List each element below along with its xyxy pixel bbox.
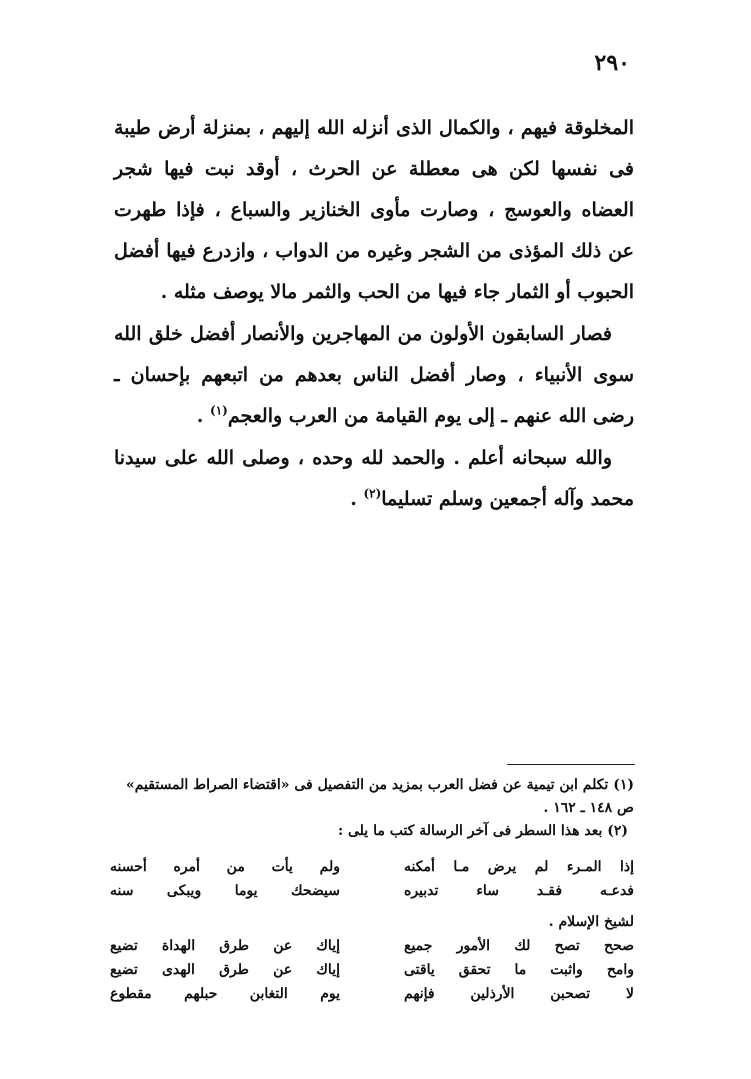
verse [110,958,634,982]
verse [110,855,634,879]
verse [110,934,634,958]
hemistich-second: إياك عن طرق الهداة تضيع [110,938,340,954]
paragraph-2 [114,314,634,437]
footnote-2-intro: (٢) بعد هذا السطر فى آخر الرسالة كتب ما يلى : [337,823,628,839]
footnote-divider [507,764,635,765]
paragraph-3-text: والله سبحانه أعلم . والحمد لله وحده ، وصلى الله على سيدنا محمد وآله أجمعين وسلم تسليما [114,447,634,510]
footnote-ref-1: (١) [210,403,228,418]
hemistich-second: ولم يأت من أمره أحسنه [110,859,340,875]
footnote-ref-2: (٢) [363,486,382,501]
paragraph-2-end: . [196,405,210,427]
hemistich-second: يوم التغابن حبلهم مقطوع [110,986,340,1002]
paragraph-2-text: فصار السابقون الأولون من المهاجرين والأنصار أفضل خلق الله سوى الأنبياء ، وصار أفضل الناس بعدهم من اتبعهم بإحسان ـ رضى الله عنهم ـ إلى يوم القيامة من العرب والعجم [114,323,634,427]
hemistich-first: صحح تصح لك الأمور جميع [404,938,634,954]
hemistich-first: فدعـه فقـد ساء تدبيره [404,883,634,899]
hemistich-first: إذا المـرء لم يرض مـا أمكنه [404,859,634,875]
paragraph-1 [114,108,634,313]
verse [110,982,634,1006]
verse [110,879,634,903]
page-number: ٢٩٠ [594,50,630,76]
footnote-1-line-2: ص ١٤٨ ـ ١٦٢ . [543,800,634,816]
hemistich-first: لا تصحبن الأرذلين فإنهم [404,986,634,1002]
paragraph-3-end: . [350,488,364,510]
poem-first [110,855,634,903]
poem-attribution: لشيخ الإسلام . [548,914,634,930]
paragraph-3 [114,438,634,520]
footnote-1-line-1: (١) تكلم ابن تيمية عن فضل العرب بمزيد من التفصيل فى «اقتضاء الصراط المستقيم» [125,777,634,793]
poem-second [110,934,634,1006]
hemistich-second: إياك عن طرق الهدى تضيع [110,962,340,978]
footnotes [110,774,634,843]
hemistich-first: وامح واثبت ما تحقق ياقتى [404,962,634,978]
hemistich-second: سيضحك يوما ويبكى سنه [110,883,340,899]
paragraph-1-text: المخلوقة فيهم ، والكمال الذى أنزله الله إليهم ، بمنزلة أرض طيبة فى نفسها لكن هى معطلة عن الحرث ، أوقد نبت فيها شجر العضاه والعوسج ، وصارت مأوى الخنازير والسباع ، فإذا طهرت عن ذلك المؤذى من الشجر وغيره من الدواب ، وازدرع فيها أفضل الحبوب أو الثمار جاء فيها من الحب والثمر مالا يوصف مثله . [114,117,634,303]
